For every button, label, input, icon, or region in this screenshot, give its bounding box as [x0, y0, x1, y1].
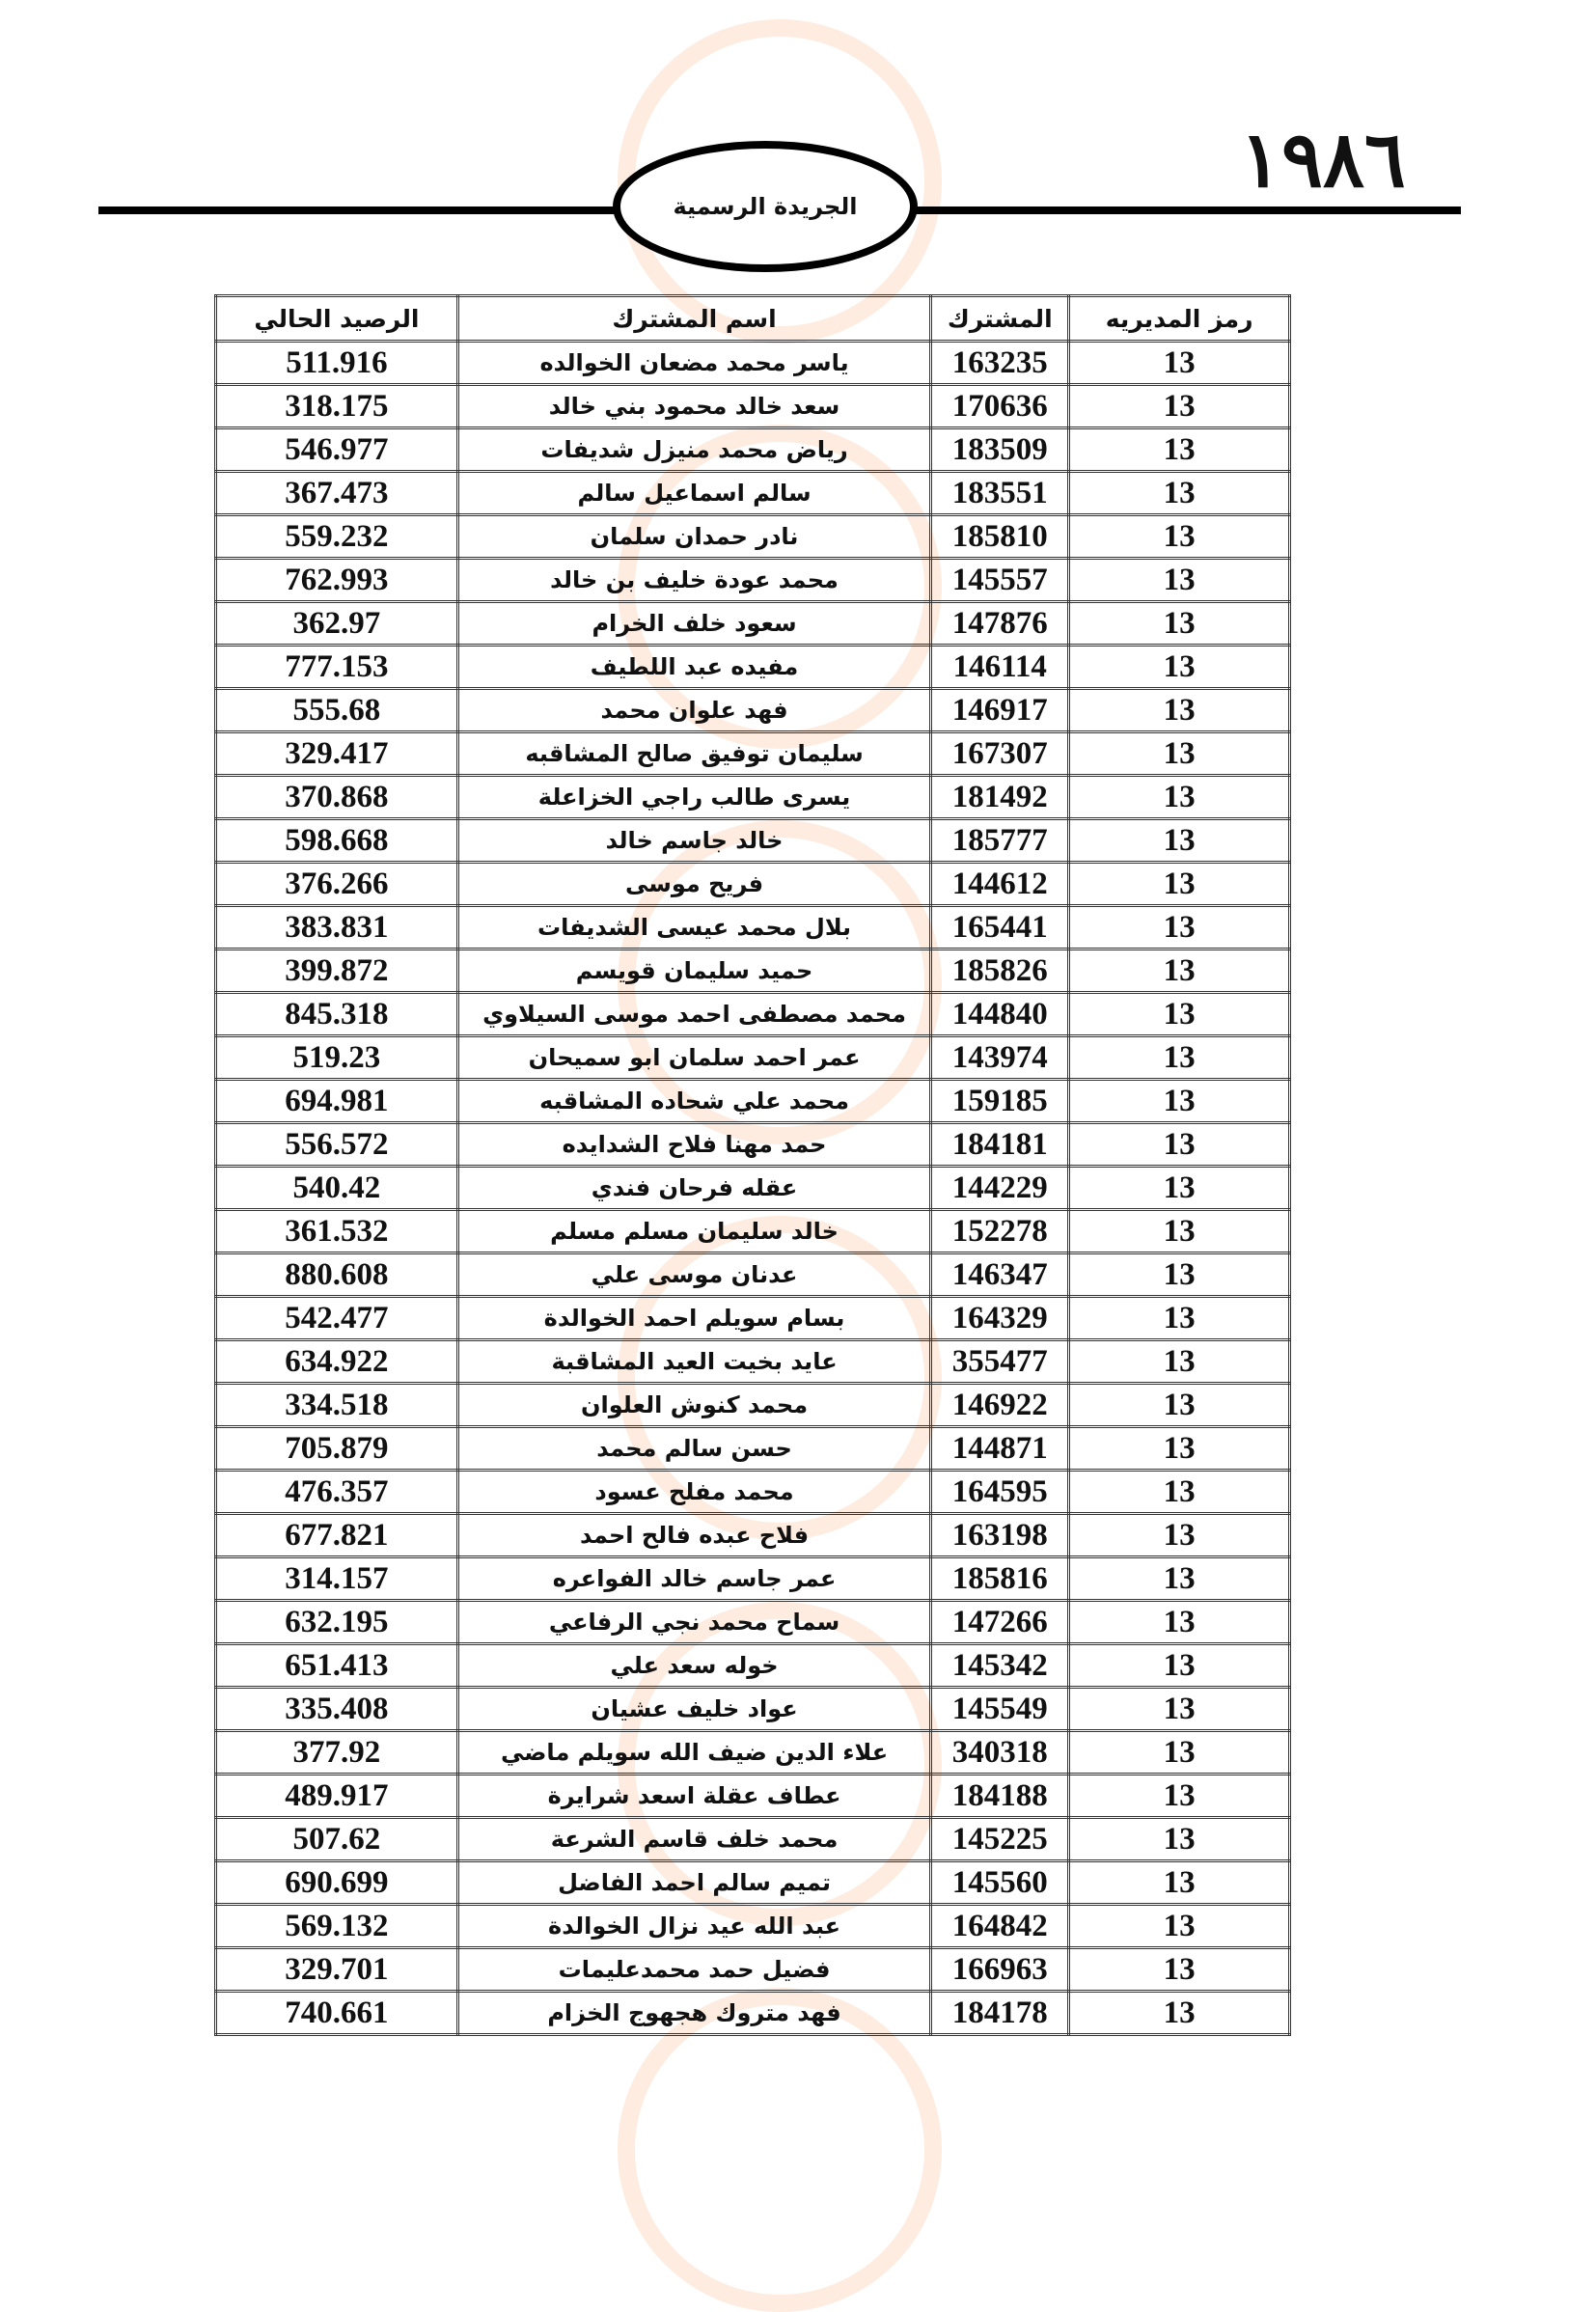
- subscriber-name-cell: فلاح عبده فالح احمد: [457, 1514, 930, 1557]
- subscriber-name-cell: سليمان توفيق صالح المشاقبه: [457, 732, 930, 776]
- subscriber-number-cell: 145225: [931, 1818, 1069, 1861]
- directorate-code-cell: 13: [1069, 993, 1290, 1036]
- balance-cell: 376.266: [216, 863, 458, 906]
- directorate-code-cell: 13: [1069, 646, 1290, 689]
- directorate-code-cell: 13: [1069, 1775, 1290, 1818]
- balance-cell: 634.922: [216, 1340, 458, 1384]
- subscriber-name-cell: عبد الله عيد نزال الخوالدة: [457, 1905, 930, 1948]
- table-row: [216, 1384, 1290, 1427]
- subscriber-name-cell: حميد سليمان قويسم: [457, 950, 930, 993]
- subscriber-name-cell: عطاف عقلة اسعد شرايرة: [457, 1775, 930, 1818]
- subscriber-name-cell: يسرى طالب راجي الخزاعلة: [457, 776, 930, 819]
- balance-cell: 370.868: [216, 776, 458, 819]
- subscriber-name-cell: مفيده عبد اللطيف: [457, 646, 930, 689]
- table-row: [216, 689, 1290, 732]
- subscriber-number-cell: 146922: [931, 1384, 1069, 1427]
- directorate-code-cell: 13: [1069, 1297, 1290, 1340]
- directorate-code-cell: 13: [1069, 906, 1290, 950]
- header-emblem: [613, 141, 918, 272]
- directorate-code-cell: 13: [1069, 1036, 1290, 1080]
- subscriber-number-cell: 152278: [931, 1210, 1069, 1253]
- subscriber-number-cell: 181492: [931, 776, 1069, 819]
- subscriber-name-cell: محمد مصطفى احمد موسى السيلاوي: [457, 993, 930, 1036]
- page-number: ١٩٨٦: [1240, 114, 1406, 205]
- directorate-code-cell: 13: [1069, 1992, 1290, 2035]
- balance-cell: 555.68: [216, 689, 458, 732]
- subscriber-number-cell: 146114: [931, 646, 1069, 689]
- directorate-code-cell: 13: [1069, 1123, 1290, 1167]
- table-row: [216, 776, 1290, 819]
- subscriber-number-cell: 184188: [931, 1775, 1069, 1818]
- directorate-code-cell: 13: [1069, 428, 1290, 472]
- subscriber-name-cell: محمد كنوش العلوان: [457, 1384, 930, 1427]
- subscriber-number-cell: 165441: [931, 906, 1069, 950]
- directorate-code-cell: 13: [1069, 1731, 1290, 1775]
- balance-cell: 361.532: [216, 1210, 458, 1253]
- balance-cell: 489.917: [216, 1775, 458, 1818]
- directorate-code-cell: 13: [1069, 1471, 1290, 1514]
- subscriber-number-cell: 144229: [931, 1167, 1069, 1210]
- balance-cell: 559.232: [216, 515, 458, 559]
- subscriber-name-cell: بسام سويلم احمد الخوالدة: [457, 1297, 930, 1340]
- subscriber-number-cell: 145549: [931, 1688, 1069, 1731]
- balance-cell: 540.42: [216, 1167, 458, 1210]
- subscriber-name-cell: خالد جاسم خالد: [457, 819, 930, 863]
- balance-cell: 677.821: [216, 1514, 458, 1557]
- subscriber-name-cell: سالم اسماعيل سالم: [457, 472, 930, 515]
- balance-cell: 569.132: [216, 1905, 458, 1948]
- table-row: [216, 385, 1290, 428]
- table-row: [216, 732, 1290, 776]
- directorate-code-cell: 13: [1069, 863, 1290, 906]
- subscriber-name-cell: محمد مفلح عسود: [457, 1471, 930, 1514]
- subscriber-number-cell: 145342: [931, 1644, 1069, 1688]
- subscriber-number-cell: 164595: [931, 1471, 1069, 1514]
- balance-cell: 762.993: [216, 559, 458, 602]
- directorate-code-cell: 13: [1069, 1167, 1290, 1210]
- balance-cell: 694.981: [216, 1080, 458, 1123]
- subscriber-name-cell: عمر جاسم خالد الفواعره: [457, 1557, 930, 1601]
- header-directorate-code: رمز المديريه: [1069, 296, 1290, 342]
- subscriber-name-cell: محمد خلف قاسم الشرعة: [457, 1818, 930, 1861]
- balance-cell: 690.699: [216, 1861, 458, 1905]
- directorate-code-cell: 13: [1069, 1557, 1290, 1601]
- directorate-code-cell: 13: [1069, 342, 1290, 385]
- table-row: [216, 819, 1290, 863]
- subscriber-number-cell: 147266: [931, 1601, 1069, 1644]
- table-row: [216, 1775, 1290, 1818]
- subscriber-name-cell: عايد بخيت العيد المشاقبة: [457, 1340, 930, 1384]
- table-row: [216, 1731, 1290, 1775]
- balance-cell: 314.157: [216, 1557, 458, 1601]
- balance-cell: 598.668: [216, 819, 458, 863]
- subscriber-number-cell: 163198: [931, 1514, 1069, 1557]
- table-row: [216, 1644, 1290, 1688]
- subscriber-number-cell: 355477: [931, 1340, 1069, 1384]
- table-row: [216, 1427, 1290, 1471]
- subscriber-number-cell: 185777: [931, 819, 1069, 863]
- subscriber-name-cell: محمد علي شحاده المشاقبه: [457, 1080, 930, 1123]
- subscriber-name-cell: ياسر محمد مضعان الخوالده: [457, 342, 930, 385]
- directorate-code-cell: 13: [1069, 776, 1290, 819]
- directorate-code-cell: 13: [1069, 819, 1290, 863]
- subscriber-name-cell: حمد مهنا فلاح الشدايده: [457, 1123, 930, 1167]
- balance-cell: 777.153: [216, 646, 458, 689]
- header-title: الجريدة الرسمية: [673, 193, 858, 220]
- directorate-code-cell: 13: [1069, 689, 1290, 732]
- table-row: [216, 472, 1290, 515]
- table-row: [216, 1123, 1290, 1167]
- subscriber-number-cell: 159185: [931, 1080, 1069, 1123]
- table-row: [216, 1514, 1290, 1557]
- table-row: [216, 1992, 1290, 2035]
- header-subscriber: المشترك: [931, 296, 1069, 342]
- subscriber-number-cell: 145557: [931, 559, 1069, 602]
- directorate-code-cell: 13: [1069, 385, 1290, 428]
- subscriber-name-cell: رياض محمد منيزل شديفات: [457, 428, 930, 472]
- balance-cell: 362.97: [216, 602, 458, 646]
- subscriber-number-cell: 147876: [931, 602, 1069, 646]
- directorate-code-cell: 13: [1069, 515, 1290, 559]
- subscribers-table: [214, 294, 1291, 2036]
- subscriber-number-cell: 184178: [931, 1992, 1069, 2035]
- table-row: [216, 342, 1290, 385]
- subscriber-number-cell: 340318: [931, 1731, 1069, 1775]
- balance-cell: 334.518: [216, 1384, 458, 1427]
- table-row: [216, 1818, 1290, 1861]
- subscriber-name-cell: سعد خالد محمود بني خالد: [457, 385, 930, 428]
- subscriber-number-cell: 163235: [931, 342, 1069, 385]
- subscriber-number-cell: 144612: [931, 863, 1069, 906]
- balance-cell: 476.357: [216, 1471, 458, 1514]
- table-row: [216, 1080, 1290, 1123]
- subscriber-number-cell: 183509: [931, 428, 1069, 472]
- table-header-row: [216, 296, 1290, 342]
- subscriber-name-cell: حسن سالم محمد: [457, 1427, 930, 1471]
- balance-cell: 556.572: [216, 1123, 458, 1167]
- directorate-code-cell: 13: [1069, 1688, 1290, 1731]
- table-row: [216, 863, 1290, 906]
- balance-cell: 329.701: [216, 1948, 458, 1992]
- subscriber-number-cell: 146917: [931, 689, 1069, 732]
- table-row: [216, 646, 1290, 689]
- subscriber-number-cell: 167307: [931, 732, 1069, 776]
- subscriber-name-cell: سعود خلف الخرام: [457, 602, 930, 646]
- directorate-code-cell: 13: [1069, 1514, 1290, 1557]
- directorate-code-cell: 13: [1069, 1861, 1290, 1905]
- table-row: [216, 1905, 1290, 1948]
- table-row: [216, 1340, 1290, 1384]
- table-row: [216, 950, 1290, 993]
- table-row: [216, 1861, 1290, 1905]
- subscriber-name-cell: خالد سليمان مسلم مسلم: [457, 1210, 930, 1253]
- balance-cell: 740.661: [216, 1992, 458, 2035]
- subscriber-number-cell: 144840: [931, 993, 1069, 1036]
- directorate-code-cell: 13: [1069, 732, 1290, 776]
- balance-cell: 511.916: [216, 342, 458, 385]
- subscriber-name-cell: سماح محمد نجي الرفاعي: [457, 1601, 930, 1644]
- table-row: [216, 1601, 1290, 1644]
- subscriber-name-cell: فريح موسى: [457, 863, 930, 906]
- header-current-balance: الرصيد الحالي: [216, 296, 458, 342]
- subscriber-number-cell: 185810: [931, 515, 1069, 559]
- table-row: [216, 559, 1290, 602]
- subscriber-number-cell: 170636: [931, 385, 1069, 428]
- subscriber-name-cell: فضيل حمد محمدعليمات: [457, 1948, 930, 1992]
- balance-cell: 705.879: [216, 1427, 458, 1471]
- subscriber-name-cell: عمر احمد سلمان ابو سميحان: [457, 1036, 930, 1080]
- subscriber-name-cell: تميم سالم احمد الفاضل: [457, 1861, 930, 1905]
- directorate-code-cell: 13: [1069, 1818, 1290, 1861]
- subscriber-name-cell: عدنان موسى علي: [457, 1253, 930, 1297]
- subscriber-name-cell: فهد علوان محمد: [457, 689, 930, 732]
- directorate-code-cell: 13: [1069, 950, 1290, 993]
- subscriber-name-cell: عقله فرحان فندي: [457, 1167, 930, 1210]
- balance-cell: 542.477: [216, 1297, 458, 1340]
- subscriber-number-cell: 145560: [931, 1861, 1069, 1905]
- balance-cell: 383.831: [216, 906, 458, 950]
- table-row: [216, 1210, 1290, 1253]
- table-row: [216, 1036, 1290, 1080]
- subscriber-number-cell: 144871: [931, 1427, 1069, 1471]
- table-row: [216, 906, 1290, 950]
- table-row: [216, 515, 1290, 559]
- directorate-code-cell: 13: [1069, 1210, 1290, 1253]
- table-row: [216, 428, 1290, 472]
- balance-cell: 335.408: [216, 1688, 458, 1731]
- subscriber-number-cell: 146347: [931, 1253, 1069, 1297]
- balance-cell: 632.195: [216, 1601, 458, 1644]
- table-row: [216, 1253, 1290, 1297]
- balance-cell: 399.872: [216, 950, 458, 993]
- subscriber-name-cell: بلال محمد عيسى الشديفات: [457, 906, 930, 950]
- table-row: [216, 602, 1290, 646]
- table-row: [216, 1471, 1290, 1514]
- balance-cell: 880.608: [216, 1253, 458, 1297]
- balance-cell: 507.62: [216, 1818, 458, 1861]
- table-row: [216, 1948, 1290, 1992]
- directorate-code-cell: 13: [1069, 472, 1290, 515]
- directorate-code-cell: 13: [1069, 1080, 1290, 1123]
- header-subscriber-name: اسم المشترك: [457, 296, 930, 342]
- subscriber-number-cell: 185816: [931, 1557, 1069, 1601]
- balance-cell: 329.417: [216, 732, 458, 776]
- table-row: [216, 1557, 1290, 1601]
- balance-cell: 318.175: [216, 385, 458, 428]
- balance-cell: 651.413: [216, 1644, 458, 1688]
- directorate-code-cell: 13: [1069, 602, 1290, 646]
- watermark-clock-icon: [618, 1988, 942, 2312]
- subscriber-name-cell: علاء الدين ضيف الله سويلم ماضي: [457, 1731, 930, 1775]
- subscriber-name-cell: نادر حمدان سلمان: [457, 515, 930, 559]
- balance-cell: 367.473: [216, 472, 458, 515]
- directorate-code-cell: 13: [1069, 1340, 1290, 1384]
- table-row: [216, 1688, 1290, 1731]
- subscriber-number-cell: 164842: [931, 1905, 1069, 1948]
- directorate-code-cell: 13: [1069, 1948, 1290, 1992]
- subscriber-number-cell: 166963: [931, 1948, 1069, 1992]
- subscriber-name-cell: خوله سعد علي: [457, 1644, 930, 1688]
- directorate-code-cell: 13: [1069, 1384, 1290, 1427]
- directorate-code-cell: 13: [1069, 1905, 1290, 1948]
- subscriber-name-cell: عواد خليف عشيان: [457, 1688, 930, 1731]
- directorate-code-cell: 13: [1069, 1644, 1290, 1688]
- balance-cell: 546.977: [216, 428, 458, 472]
- balance-cell: 845.318: [216, 993, 458, 1036]
- directorate-code-cell: 13: [1069, 1427, 1290, 1471]
- table-row: [216, 1297, 1290, 1340]
- subscriber-number-cell: 183551: [931, 472, 1069, 515]
- subscriber-name-cell: فهد متروك هجهوج الخزام: [457, 1992, 930, 2035]
- subscriber-name-cell: محمد عودة خليف بن خالد: [457, 559, 930, 602]
- directorate-code-cell: 13: [1069, 1253, 1290, 1297]
- subscriber-number-cell: 185826: [931, 950, 1069, 993]
- subscriber-number-cell: 184181: [931, 1123, 1069, 1167]
- table-row: [216, 993, 1290, 1036]
- directorate-code-cell: 13: [1069, 1601, 1290, 1644]
- table-row: [216, 1167, 1290, 1210]
- subscriber-number-cell: 143974: [931, 1036, 1069, 1080]
- subscriber-number-cell: 164329: [931, 1297, 1069, 1340]
- balance-cell: 519.23: [216, 1036, 458, 1080]
- directorate-code-cell: 13: [1069, 559, 1290, 602]
- balance-cell: 377.92: [216, 1731, 458, 1775]
